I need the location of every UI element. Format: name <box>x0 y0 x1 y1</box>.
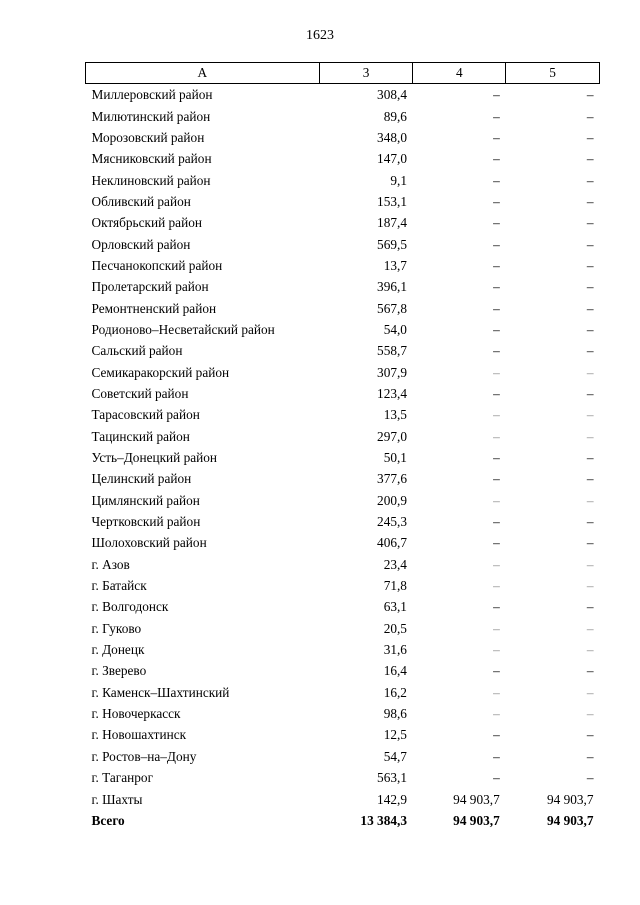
value-col-3: 54,0 <box>383 321 407 337</box>
table-row <box>86 447 600 468</box>
value-col-5: – <box>586 770 594 786</box>
region-name: Обливский район <box>91 193 191 209</box>
value-col-3: 567,8 <box>377 300 407 316</box>
value-col-5: – <box>586 706 594 722</box>
region-name: Тацинский район <box>91 428 190 444</box>
value-col-5: – <box>586 727 594 743</box>
value-col-3: 54,7 <box>383 748 407 764</box>
value-col-5: – <box>586 343 594 359</box>
total-col-3: 13 384,3 <box>360 812 407 828</box>
value-col-3: 563,1 <box>377 770 407 786</box>
value-col-3: 63,1 <box>383 599 407 615</box>
value-col-4: 94 903,7 <box>453 791 500 807</box>
region-name: Шолоховский район <box>91 535 207 551</box>
value-col-3: 89,6 <box>383 108 407 124</box>
region-name: г. Батайск <box>91 578 147 594</box>
value-col-4: – <box>493 492 500 508</box>
table-row <box>86 468 600 489</box>
region-name: Орловский район <box>91 236 191 252</box>
header-col-3: 3 <box>319 63 413 84</box>
table-row <box>86 426 600 447</box>
value-col-4: – <box>493 706 500 722</box>
value-col-3: 569,5 <box>377 236 407 252</box>
table-row <box>86 724 600 745</box>
value-col-4: – <box>493 748 500 764</box>
value-col-5: – <box>586 215 594 231</box>
report-table <box>85 62 600 831</box>
region-name: Октябрьский район <box>91 215 202 231</box>
region-name: г. Новошахтинск <box>91 727 187 743</box>
value-col-5: – <box>586 620 594 636</box>
value-col-5: – <box>586 257 594 273</box>
table-row <box>86 554 600 575</box>
table-row <box>86 618 600 639</box>
value-col-5: – <box>586 108 594 124</box>
value-col-3: 23,4 <box>383 556 407 572</box>
region-name: г. Таганрог <box>91 770 154 786</box>
value-col-5: – <box>586 428 594 444</box>
table-row <box>86 788 600 809</box>
value-col-5: – <box>586 385 594 401</box>
table-row <box>86 660 600 681</box>
region-name: Чертковский район <box>91 514 201 530</box>
value-col-4: – <box>493 300 500 316</box>
table-row <box>86 319 600 340</box>
region-name: г. Донецк <box>91 642 145 658</box>
value-col-5: – <box>586 151 594 167</box>
table-row <box>86 703 600 724</box>
region-name: Неклиновский район <box>91 172 211 188</box>
table-row <box>86 490 600 511</box>
value-col-5: – <box>586 514 594 530</box>
header-col-5: 5 <box>506 63 600 84</box>
value-col-3: 142,9 <box>377 791 407 807</box>
table-row <box>86 127 600 148</box>
value-col-4: – <box>493 599 500 615</box>
value-col-4: – <box>493 87 500 103</box>
header-col-a: А <box>86 63 320 84</box>
value-col-4: – <box>493 364 500 380</box>
table-row <box>86 169 600 190</box>
value-col-3: 16,4 <box>383 663 407 679</box>
value-col-4: – <box>493 770 500 786</box>
value-col-4: – <box>493 620 500 636</box>
value-col-5: – <box>586 642 594 658</box>
table-row <box>86 255 600 276</box>
value-col-5: – <box>586 129 594 145</box>
value-col-3: 348,0 <box>377 129 407 145</box>
total-col-4: 94 903,7 <box>453 812 500 828</box>
value-col-4: – <box>493 279 500 295</box>
value-col-5: – <box>586 663 594 679</box>
value-col-4: – <box>493 727 500 743</box>
value-col-4: – <box>493 108 500 124</box>
total-label: Всего <box>91 812 125 828</box>
value-col-5: – <box>586 535 594 551</box>
table-row <box>86 596 600 617</box>
region-name: Морозовский район <box>91 129 205 145</box>
value-col-3: 200,9 <box>377 492 407 508</box>
region-name: Цимлянский район <box>91 492 200 508</box>
value-col-5: – <box>586 599 594 615</box>
total-row <box>86 810 600 831</box>
table-body <box>86 84 600 832</box>
value-col-4: – <box>493 257 500 273</box>
value-col-3: 13,5 <box>383 407 407 423</box>
region-name: Советский район <box>91 385 189 401</box>
region-name: Семикаракорский район <box>91 364 230 380</box>
value-col-4: – <box>493 556 500 572</box>
page-number: 1623 <box>306 28 334 43</box>
value-col-5: – <box>586 492 594 508</box>
value-col-5: – <box>586 172 594 188</box>
value-col-5: – <box>586 471 594 487</box>
table-row <box>86 532 600 553</box>
value-col-4: – <box>493 321 500 337</box>
value-col-3: 153,1 <box>377 193 407 209</box>
table-row <box>86 212 600 233</box>
value-col-4: – <box>493 172 500 188</box>
value-col-4: – <box>493 514 500 530</box>
value-col-3: 377,6 <box>377 471 407 487</box>
value-col-3: 71,8 <box>383 578 407 594</box>
region-name: г. Волгодонск <box>91 599 169 615</box>
value-col-4: – <box>493 471 500 487</box>
value-col-3: 396,1 <box>377 279 407 295</box>
value-col-4: – <box>493 215 500 231</box>
value-col-4: – <box>493 663 500 679</box>
region-name: г. Шахты <box>91 791 143 807</box>
value-col-5: – <box>586 236 594 252</box>
table-row <box>86 105 600 126</box>
value-col-4: – <box>493 642 500 658</box>
value-col-4: – <box>493 151 500 167</box>
table-row <box>86 404 600 425</box>
region-name: Усть–Донецкий район <box>91 450 218 466</box>
value-col-4: – <box>493 578 500 594</box>
region-name: Родионово–Несветайский район <box>91 321 275 337</box>
table-row <box>86 575 600 596</box>
value-col-4: – <box>493 428 500 444</box>
value-col-4: – <box>493 129 500 145</box>
value-col-5: – <box>586 556 594 572</box>
region-name: г. Ростов–на–Дону <box>91 748 197 764</box>
region-name: г. Новочеркасск <box>91 706 181 722</box>
value-col-4: – <box>493 450 500 466</box>
value-col-3: 98,6 <box>383 706 407 722</box>
table-row <box>86 148 600 169</box>
region-name: Мясниковский район <box>91 151 212 167</box>
table-row <box>86 682 600 703</box>
table-row <box>86 276 600 297</box>
value-col-5: – <box>586 450 594 466</box>
value-col-5: 94 903,7 <box>546 791 594 807</box>
value-col-3: 558,7 <box>377 343 407 359</box>
value-col-4: – <box>493 684 500 700</box>
region-name: Сальский район <box>91 343 183 359</box>
value-col-5: – <box>586 321 594 337</box>
value-col-3: 12,5 <box>383 727 407 743</box>
value-col-5: – <box>586 684 594 700</box>
value-col-5: – <box>586 364 594 380</box>
table-row <box>86 511 600 532</box>
value-col-5: – <box>586 300 594 316</box>
value-col-4: – <box>493 236 500 252</box>
value-col-3: 297,0 <box>377 428 407 444</box>
table-row <box>86 233 600 254</box>
value-col-3: 31,6 <box>383 642 407 658</box>
table-row <box>86 767 600 788</box>
value-col-4: – <box>493 193 500 209</box>
header-col-4: 4 <box>413 63 506 84</box>
value-col-5: – <box>586 193 594 209</box>
value-col-5: – <box>586 407 594 423</box>
value-col-3: 13,7 <box>383 257 407 273</box>
region-name: Целинский район <box>91 471 192 487</box>
table-row <box>86 84 600 106</box>
value-col-4: – <box>493 343 500 359</box>
value-col-3: 307,9 <box>377 364 407 380</box>
region-name: г. Каменск–Шахтинский <box>91 684 230 700</box>
region-name: Миллеровский район <box>91 87 213 103</box>
value-col-5: – <box>586 578 594 594</box>
region-name: Милютинский район <box>91 108 211 124</box>
table-row <box>86 340 600 361</box>
value-col-5: – <box>586 87 594 103</box>
table-row <box>86 639 600 660</box>
region-name: г. Гуково <box>91 620 142 636</box>
value-col-3: 187,4 <box>377 215 407 231</box>
value-col-3: 16,2 <box>383 684 407 700</box>
region-name: Тарасовский район <box>91 407 200 423</box>
table-row <box>86 361 600 382</box>
region-name: Пролетарский район <box>91 279 209 295</box>
table-row <box>86 191 600 212</box>
value-col-3: 9,1 <box>390 172 407 188</box>
table-row <box>86 297 600 318</box>
value-col-4: – <box>493 535 500 551</box>
total-col-5: 94 903,7 <box>546 812 594 828</box>
value-col-4: – <box>493 385 500 401</box>
value-col-5: – <box>586 279 594 295</box>
value-col-3: 50,1 <box>383 450 407 466</box>
value-col-3: 308,4 <box>377 87 407 103</box>
value-col-3: 123,4 <box>377 385 407 401</box>
table-row <box>86 746 600 767</box>
value-col-3: 406,7 <box>377 535 407 551</box>
header-row <box>86 63 600 84</box>
value-col-4: – <box>493 407 500 423</box>
value-col-3: 245,3 <box>377 514 407 530</box>
value-col-3: 147,0 <box>377 151 407 167</box>
region-name: Песчанокопский район <box>91 257 223 273</box>
table-row <box>86 383 600 404</box>
table-header <box>86 63 600 84</box>
value-col-3: 20,5 <box>383 620 407 636</box>
value-col-5: – <box>586 748 594 764</box>
region-name: г. Азов <box>91 556 130 572</box>
region-name: Ремонтненский район <box>91 300 217 316</box>
region-name: г. Зверево <box>91 663 147 679</box>
